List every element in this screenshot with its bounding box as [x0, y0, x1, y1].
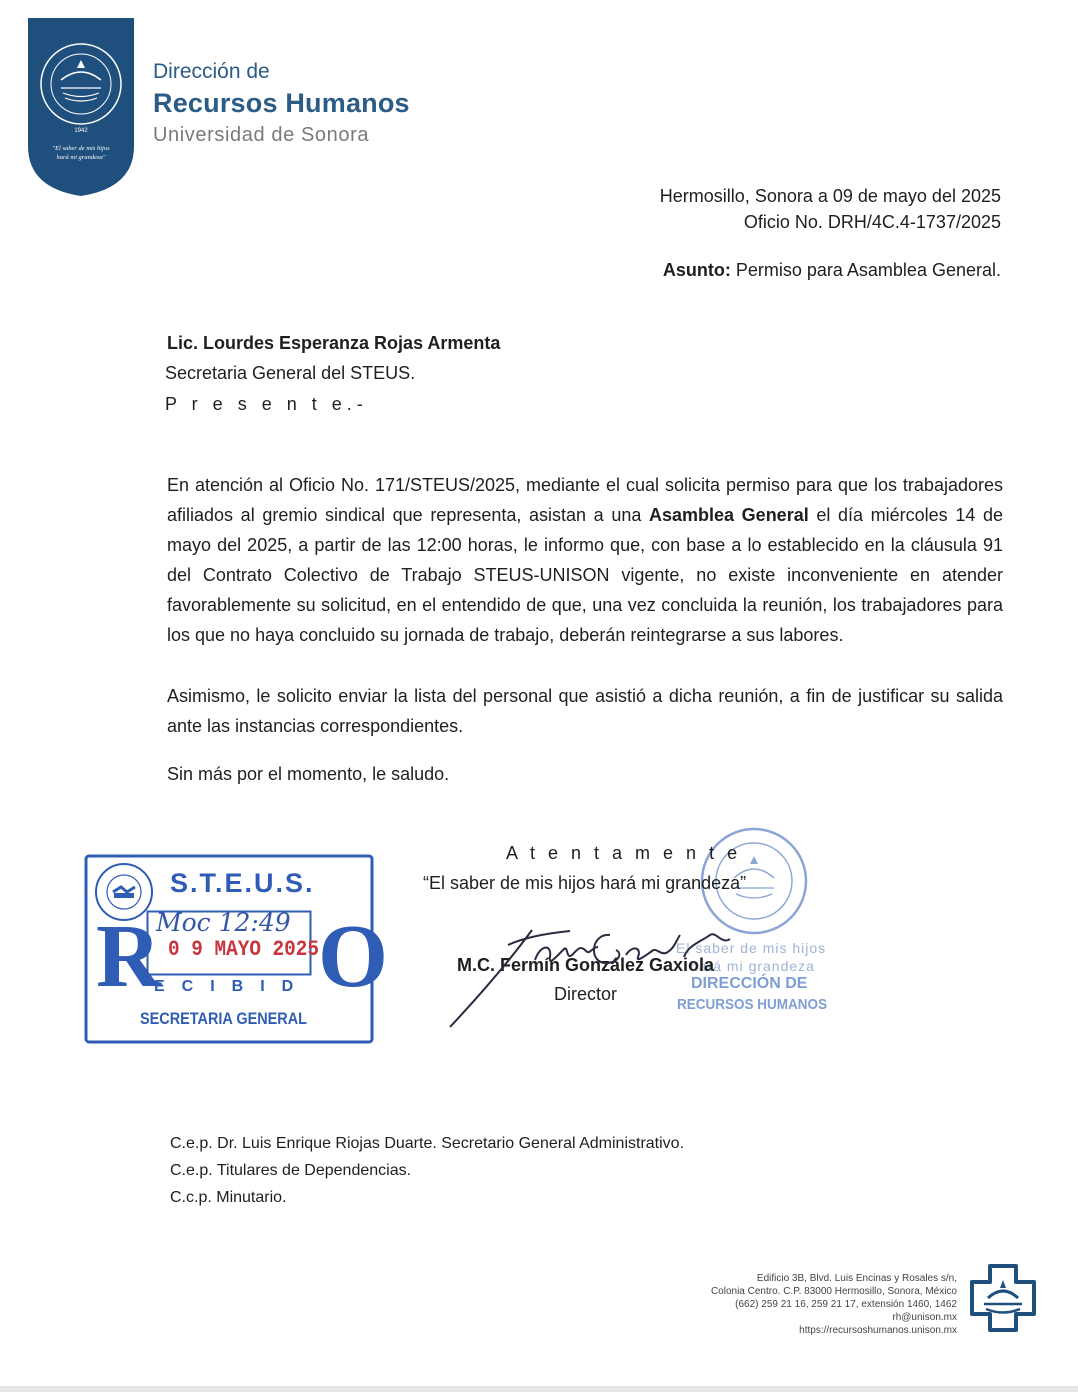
stamp-date: 0 9 MAYO 2025	[168, 937, 320, 962]
seal-dept-line1: DIRECCIÓN DE	[691, 975, 808, 992]
signer-title: Director	[554, 984, 618, 1004]
seal-motto-line1: El saber de mis hijos	[676, 940, 827, 956]
letterhead-line1: Dirección de	[153, 60, 270, 83]
stamp-recibido-letters: ECIBID	[154, 978, 311, 995]
letterhead-university: Universidad de Sonora	[153, 124, 370, 146]
seal-motto-line2: hará mi grandeza	[690, 958, 815, 974]
crest-year: 1942	[74, 128, 88, 134]
p1-text-b: el día miércoles 14 de mayo del 2025, a partir de las 12:00 horas, le informo que, con base a lo establecido en la cláusula 91 del Contrato Colectivo de Trabajo STEUS-UNISON vigente, no existe inconveniente en atender favorablemente su solicitud, en el entendido de que, una vez concluida la reunión, los trabajadores para los que no haya concluido su jornada de trabajo, deberán reintegrarse a sus labores.	[167, 505, 1003, 645]
svg-text:"El saber de mis hijos: "El saber de mis hijos	[52, 145, 110, 152]
p1-text-a: En atención al Oficio No. 171/STEUS/2025, mediante el cual solicita permiso para que los trabajadores afiliados al gremio sindical que representa, asistan a una	[167, 475, 1003, 525]
seal-dept-line2: RECURSOS HUMANOS	[677, 996, 828, 1013]
svg-text:hará mi grandeza": hará mi grandeza"	[56, 154, 106, 161]
footer-address	[537, 1272, 957, 1337]
subject-label: Asunto:	[662, 260, 731, 280]
signer-name: M.C. Fermín González Gaxiola	[457, 955, 715, 975]
footer-address-2: Colonia Centro. C.P. 83000 Hermosillo, Sonora, México	[710, 1286, 957, 1297]
body-paragraph-1	[167, 470, 1003, 650]
subject-text: Permiso para Asamblea General.	[735, 260, 1001, 280]
handwritten-signature	[440, 905, 740, 1035]
closing-motto: “El saber de mis hijos hará mi grandeza”	[423, 873, 747, 893]
recipient-role: Secretaria General del STEUS.	[165, 363, 416, 383]
letterhead-department: Recursos Humanos	[153, 88, 410, 118]
p1-bold: Asamblea General	[649, 505, 809, 525]
footer-website: https://recursoshumanos.unison.mx	[799, 1325, 957, 1336]
presente: P r e s e n t e.-	[165, 394, 368, 414]
copy-line-1: C.e.p. Dr. Luis Enrique Riojas Duarte. Secretario General Administrativo.	[170, 1135, 685, 1152]
stamp-letter-o: O	[318, 907, 389, 1006]
oficio-number: Oficio No. DRH/4C.4-1737/2025	[743, 212, 1001, 232]
place-date: Hermosillo, Sonora a 09 de mayo del 2025	[659, 186, 1001, 206]
university-crest-logo	[28, 18, 134, 196]
stamp-office: SECRETARIA GENERAL	[140, 1009, 307, 1028]
closing-atentamente: A t e n t a m e n t e	[506, 843, 742, 863]
body-paragraph-3: Sin más por el momento, le saludo.	[167, 764, 450, 784]
page-bottom-edge	[0, 1386, 1078, 1392]
recipient-name: Lic. Lourdes Esperanza Rojas Armenta	[167, 333, 501, 353]
stamp-handwritten-time: Moc 12:49	[156, 908, 291, 937]
stamp-letter-r: R	[96, 907, 161, 1006]
footer-email: rh@unison.mx	[892, 1312, 957, 1323]
copy-line-3: C.c.p. Minutario.	[170, 1189, 287, 1206]
stamp-union-name: S.T.E.U.S.	[170, 868, 315, 898]
footer-unison-logo-icon	[968, 1262, 1038, 1334]
body-paragraph-2: Asimismo, le solicito enviar la lista del personal que asistió a dicha reunión, a fin de justificar su salida ante las instancias correspondientes.	[167, 686, 1003, 736]
footer-address-1: Edificio 3B, Blvd. Luis Encinas y Rosales s/n,	[756, 1273, 957, 1284]
subject-line	[663, 260, 1001, 281]
copy-line-2: C.e.p. Titulares de Dependencias.	[170, 1162, 412, 1179]
footer-phone: (662) 259 21 16, 259 21 17, extensión 1460, 1462	[735, 1299, 957, 1310]
